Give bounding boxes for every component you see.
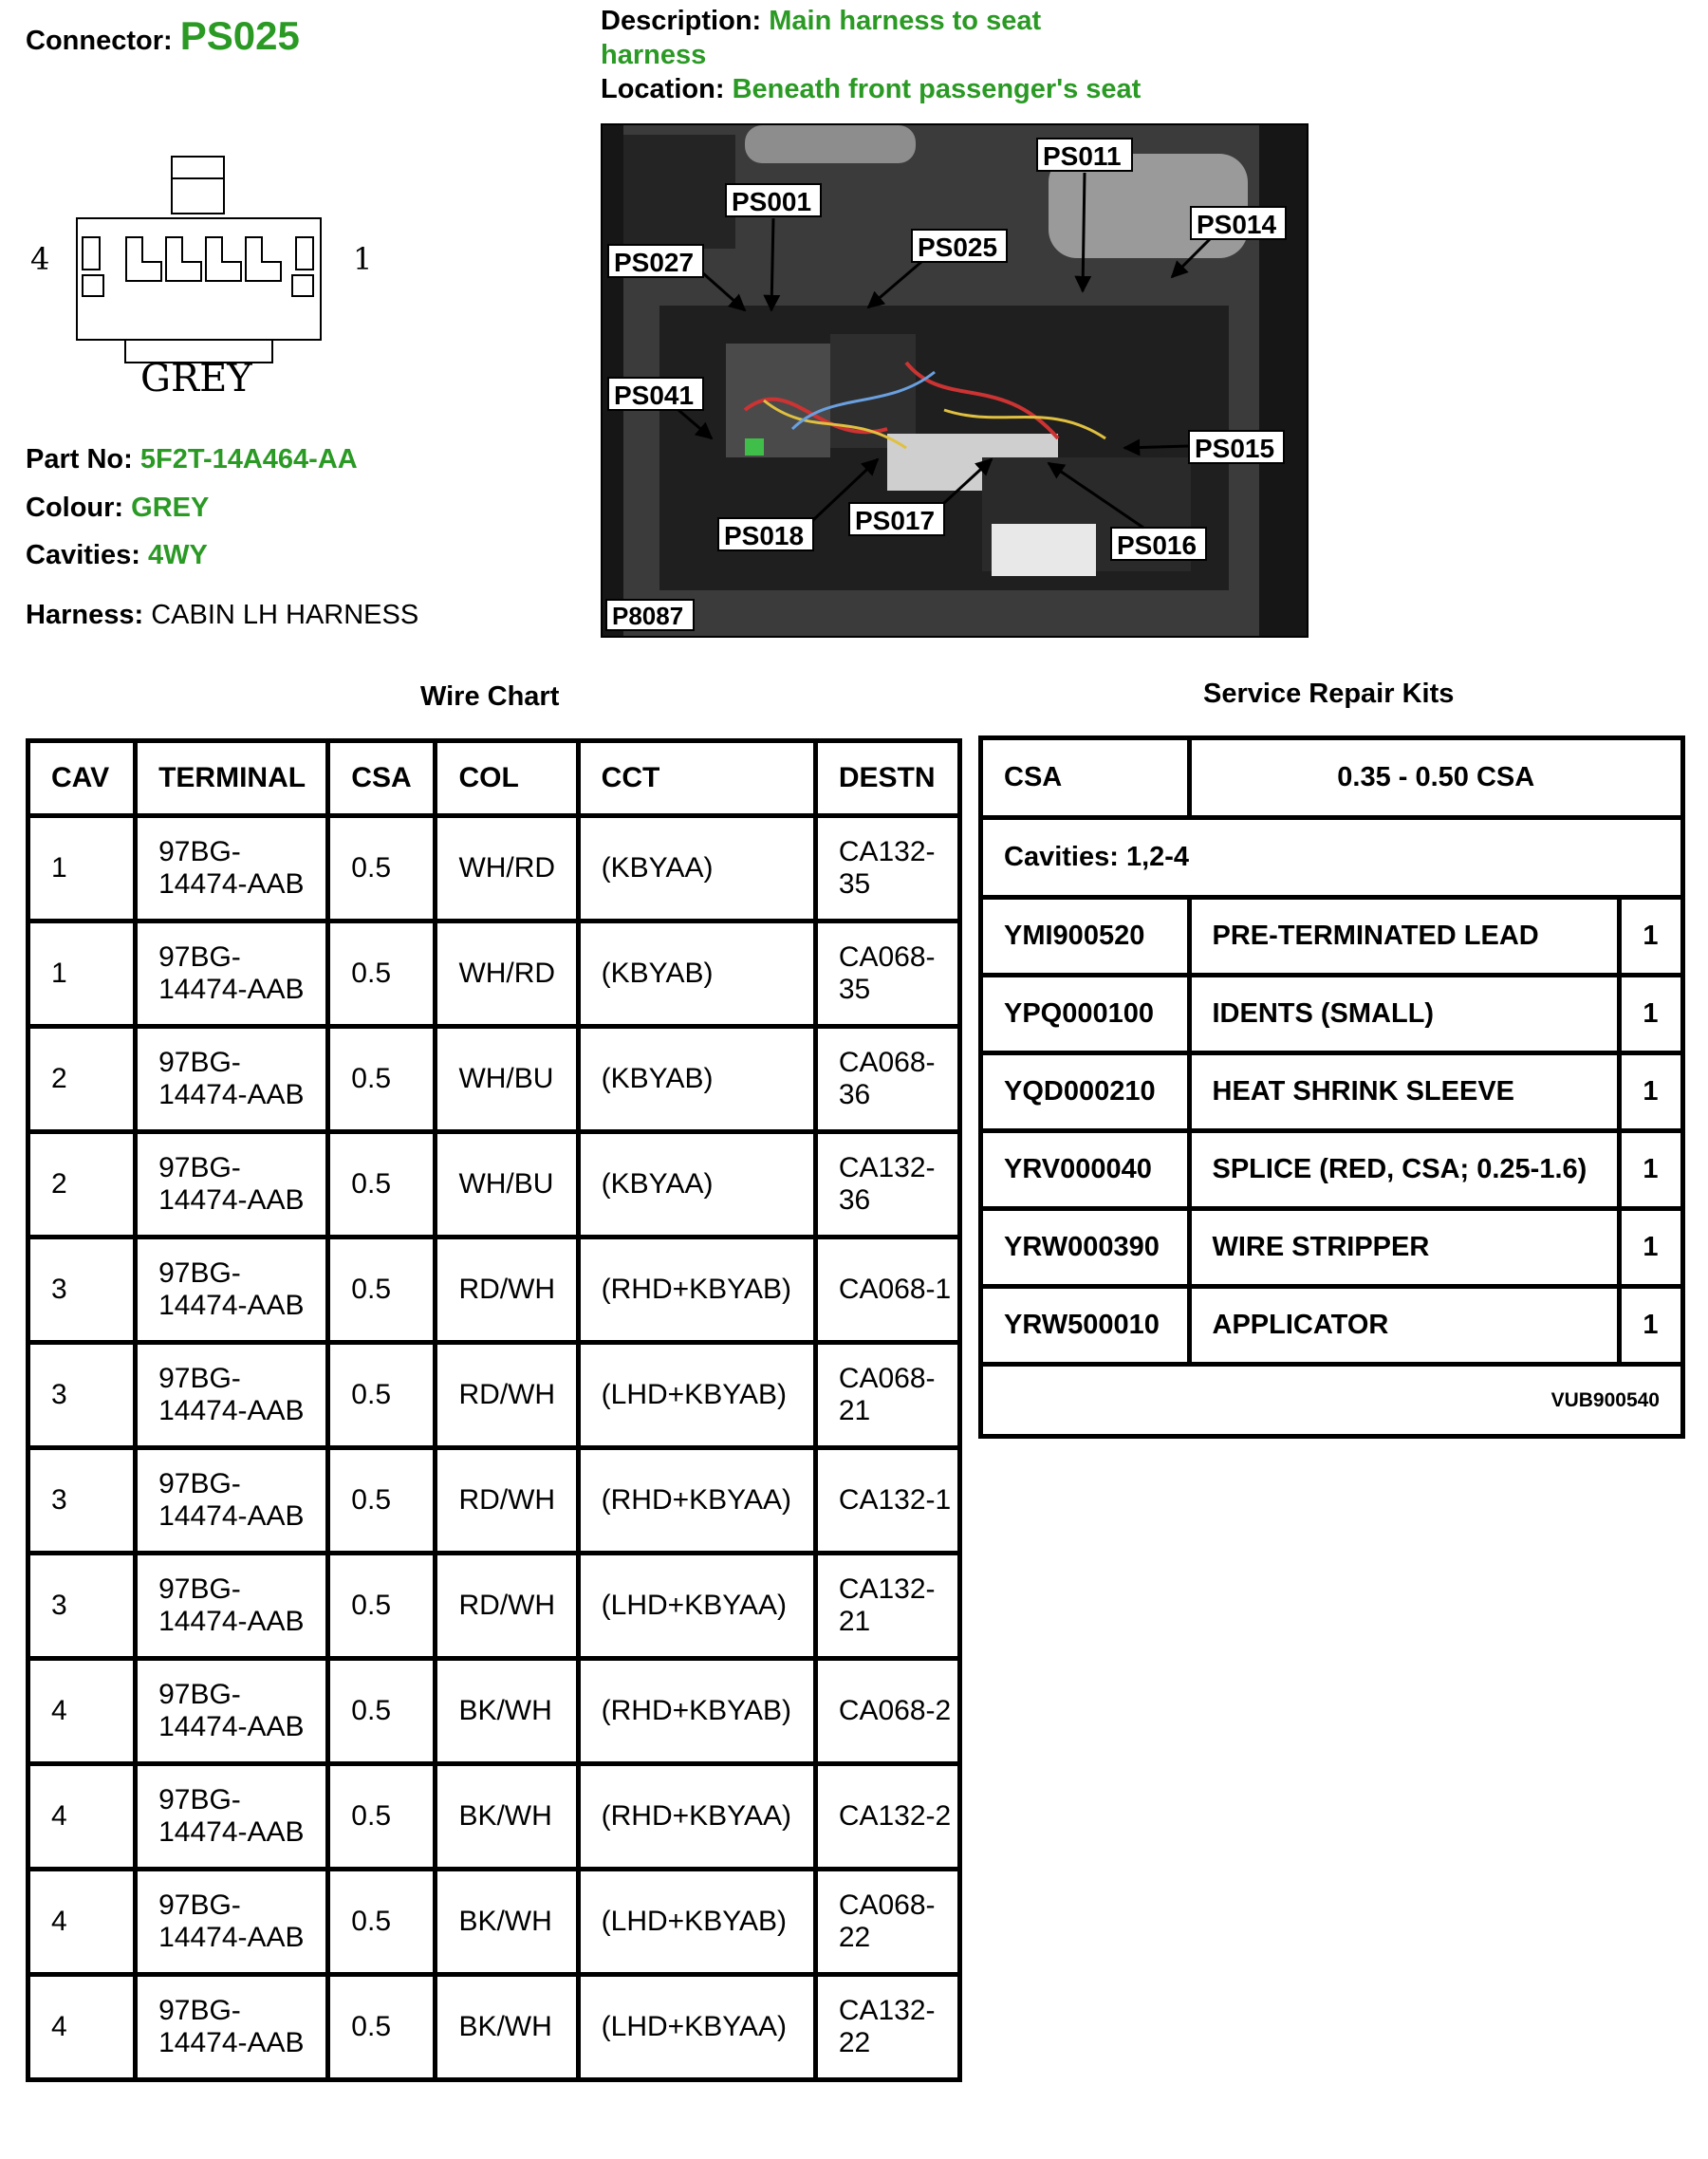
svg-text:PS001: PS001 <box>732 187 812 216</box>
list-item <box>981 1209 1683 1287</box>
location-photo <box>601 123 1309 638</box>
header-cav: CAV <box>28 741 136 816</box>
cavities <box>26 540 208 571</box>
header-cct: CCT <box>578 741 815 816</box>
description-value: Main harness to seat harness <box>601 6 1042 70</box>
table-row <box>28 921 960 1027</box>
kit-qty: 1 <box>1620 1053 1683 1131</box>
kit-cavities: Cavities: 1,2-4 <box>981 818 1683 898</box>
location <box>601 74 1141 105</box>
cav-cell: 1 <box>28 816 136 921</box>
cct-cell: (KBYAA) <box>578 1132 815 1238</box>
csa-cell: 0.5 <box>328 921 436 1027</box>
csa-cell: 0.5 <box>328 1975 436 2080</box>
col-cell: BK/WH <box>436 1659 578 1764</box>
destn-cell: CA068-2 <box>815 1659 959 1764</box>
csa-cell: 0.5 <box>328 1343 436 1448</box>
cct-cell: (RHD+KBYAB) <box>578 1238 815 1343</box>
wire-chart-table <box>26 738 962 2082</box>
table-row <box>28 1764 960 1870</box>
repair-kits-table <box>978 735 1685 1439</box>
kit-qty: 1 <box>1620 976 1683 1053</box>
svg-text:P8087: P8087 <box>612 602 684 630</box>
wire-chart-title: Wire Chart <box>420 681 560 712</box>
part-no-value: 5F2T-14A464-AA <box>139 444 358 475</box>
terminal-cell: 97BG-14474-AAB <box>136 1554 328 1659</box>
cct-cell: (KBYAB) <box>578 1027 815 1132</box>
destn-cell: CA068-1 <box>815 1238 959 1343</box>
kit-qty: 1 <box>1620 1131 1683 1209</box>
kit-code: YRV000040 <box>981 1131 1190 1209</box>
cav-cell: 3 <box>28 1238 136 1343</box>
colour <box>26 493 209 524</box>
kit-code: YPQ000100 <box>981 976 1190 1053</box>
colour-label: Colour: <box>26 493 124 523</box>
terminal-cell: 97BG-14474-AAB <box>136 1659 328 1764</box>
wire-chart-header-row <box>28 741 960 816</box>
destn-cell: CA068-35 <box>815 921 959 1027</box>
kit-qty: 1 <box>1620 1209 1683 1287</box>
terminal-cell: 97BG-14474-AAB <box>136 1870 328 1975</box>
pin-4-label: 4 <box>30 241 50 277</box>
svg-text:PS016: PS016 <box>1117 530 1197 560</box>
terminal-cell: 97BG-14474-AAB <box>136 816 328 921</box>
destn-cell: CA068-22 <box>815 1870 959 1975</box>
kit-name: HEAT SHRINK SLEEVE <box>1189 1053 1620 1131</box>
csa-cell: 0.5 <box>328 1659 436 1764</box>
csa-cell: 0.5 <box>328 1027 436 1132</box>
col-cell: RD/WH <box>436 1554 578 1659</box>
table-row <box>28 1975 960 2080</box>
svg-text:PS018: PS018 <box>724 521 805 550</box>
harness-value: CABIN LH HARNESS <box>151 600 419 630</box>
kit-qty: 1 <box>1620 1287 1683 1365</box>
csa-cell: 0.5 <box>328 1764 436 1870</box>
cct-cell: (LHD+KBYAA) <box>578 1554 815 1659</box>
kit-code: YMI900520 <box>981 898 1190 976</box>
pin-1-label: 1 <box>353 241 373 277</box>
csa-cell: 0.5 <box>328 816 436 921</box>
kit-name: IDENTS (SMALL) <box>1189 976 1620 1053</box>
kit-code: YRW500010 <box>981 1287 1190 1365</box>
header-terminal: TERMINAL <box>136 741 328 816</box>
svg-text:PS025: PS025 <box>918 233 998 262</box>
svg-text:PS017: PS017 <box>855 506 936 535</box>
photo-reference <box>606 600 694 630</box>
part-number <box>26 444 358 475</box>
connector-label: Connector: <box>26 26 173 56</box>
col-cell: RD/WH <box>436 1343 578 1448</box>
list-item <box>981 1053 1683 1131</box>
description-label: Description: <box>601 6 762 36</box>
table-row <box>28 1343 960 1448</box>
terminal-cell: 97BG-14474-AAB <box>136 1343 328 1448</box>
svg-text:PS011: PS011 <box>1043 141 1122 171</box>
kit-name: APPLICATOR <box>1189 1287 1620 1365</box>
description <box>601 4 1132 72</box>
cct-cell: (RHD+KBYAB) <box>578 1659 815 1764</box>
destn-cell: CA068-21 <box>815 1343 959 1448</box>
cct-cell: (KBYAA) <box>578 816 815 921</box>
cav-cell: 4 <box>28 1975 136 2080</box>
terminal-cell: 97BG-14474-AAB <box>136 921 328 1027</box>
destn-cell: CA132-1 <box>815 1448 959 1554</box>
csa-cell: 0.5 <box>328 1448 436 1554</box>
col-cell: BK/WH <box>436 1975 578 2080</box>
kit-cavities-row <box>981 818 1683 898</box>
header-col: COL <box>436 741 578 816</box>
destn-cell: CA132-2 <box>815 1764 959 1870</box>
table-row <box>28 1659 960 1764</box>
kit-name: WIRE STRIPPER <box>1189 1209 1620 1287</box>
table-row <box>28 816 960 921</box>
terminal-cell: 97BG-14474-AAB <box>136 1764 328 1870</box>
cct-cell: (LHD+KBYAA) <box>578 1975 815 2080</box>
kit-part-code: VUB900540 <box>981 1365 1683 1437</box>
kit-qty: 1 <box>1620 898 1683 976</box>
list-item <box>981 976 1683 1053</box>
table-row <box>28 1027 960 1132</box>
csa-cell: 0.5 <box>328 1554 436 1659</box>
location-label: Location: <box>601 74 725 104</box>
cav-cell: 1 <box>28 921 136 1027</box>
table-row <box>28 1132 960 1238</box>
col-cell: BK/WH <box>436 1870 578 1975</box>
destn-cell: CA132-35 <box>815 816 959 921</box>
svg-text:PS014: PS014 <box>1197 210 1277 239</box>
col-cell: WH/BU <box>436 1027 578 1132</box>
part-no-label: Part No: <box>26 444 133 475</box>
cav-cell: 4 <box>28 1870 136 1975</box>
cct-cell: (LHD+KBYAB) <box>578 1343 815 1448</box>
connector-heading <box>26 13 300 59</box>
connector-id: PS025 <box>179 13 300 58</box>
cct-cell: (LHD+KBYAB) <box>578 1870 815 1975</box>
table-row <box>28 1238 960 1343</box>
kit-csa-row <box>981 738 1683 818</box>
kit-csa-value: 0.35 - 0.50 CSA <box>1189 738 1683 818</box>
col-cell: RD/WH <box>436 1238 578 1343</box>
kit-code: YRW000390 <box>981 1209 1190 1287</box>
cav-cell: 3 <box>28 1343 136 1448</box>
svg-text:PS027: PS027 <box>614 248 695 277</box>
colour-value: GREY <box>131 493 210 523</box>
location-value: Beneath front passenger's seat <box>732 74 1142 104</box>
cavities-value: 4WY <box>147 540 208 570</box>
repair-kits-title: Service Repair Kits <box>1203 679 1455 709</box>
table-row <box>28 1554 960 1659</box>
list-item <box>981 1131 1683 1209</box>
harness <box>26 600 418 631</box>
cavities-label: Cavities: <box>26 540 140 570</box>
cct-cell: (RHD+KBYAA) <box>578 1764 815 1870</box>
cav-cell: 2 <box>28 1027 136 1132</box>
terminal-cell: 97BG-14474-AAB <box>136 1132 328 1238</box>
cct-cell: (RHD+KBYAA) <box>578 1448 815 1554</box>
col-cell: WH/BU <box>436 1132 578 1238</box>
kit-code: YQD000210 <box>981 1053 1190 1131</box>
cav-cell: 3 <box>28 1448 136 1554</box>
kit-csa-label: CSA <box>981 738 1190 818</box>
table-row <box>28 1870 960 1975</box>
header-csa: CSA <box>328 741 436 816</box>
csa-cell: 0.5 <box>328 1870 436 1975</box>
kit-code-row <box>981 1365 1683 1437</box>
kit-name: SPLICE (RED, CSA; 0.25-1.6) <box>1189 1131 1620 1209</box>
terminal-cell: 97BG-14474-AAB <box>136 1238 328 1343</box>
connector-colour-caption: GREY <box>140 357 252 400</box>
destn-cell: CA132-22 <box>815 1975 959 2080</box>
destn-cell: CA132-36 <box>815 1132 959 1238</box>
col-cell: RD/WH <box>436 1448 578 1554</box>
col-cell: WH/RD <box>436 921 578 1027</box>
cav-cell: 3 <box>28 1554 136 1659</box>
table-row <box>28 1448 960 1554</box>
terminal-cell: 97BG-14474-AAB <box>136 1975 328 2080</box>
header-destn: DESTN <box>815 741 959 816</box>
cav-cell: 4 <box>28 1659 136 1764</box>
kit-name: PRE-TERMINATED LEAD <box>1189 898 1620 976</box>
terminal-cell: 97BG-14474-AAB <box>136 1448 328 1554</box>
cct-cell: (KBYAB) <box>578 921 815 1027</box>
svg-text:PS041: PS041 <box>614 381 695 410</box>
csa-cell: 0.5 <box>328 1132 436 1238</box>
destn-cell: CA132-21 <box>815 1554 959 1659</box>
cav-cell: 4 <box>28 1764 136 1870</box>
list-item <box>981 898 1683 976</box>
destn-cell: CA068-36 <box>815 1027 959 1132</box>
col-cell: BK/WH <box>436 1764 578 1870</box>
csa-cell: 0.5 <box>328 1238 436 1343</box>
location-photo-drawing <box>603 125 1307 636</box>
col-cell: WH/RD <box>436 816 578 921</box>
list-item <box>981 1287 1683 1365</box>
cav-cell: 2 <box>28 1132 136 1238</box>
terminal-cell: 97BG-14474-AAB <box>136 1027 328 1132</box>
connector-face-diagram <box>19 142 399 408</box>
harness-label: Harness: <box>26 600 144 630</box>
svg-text:PS015: PS015 <box>1195 434 1275 463</box>
